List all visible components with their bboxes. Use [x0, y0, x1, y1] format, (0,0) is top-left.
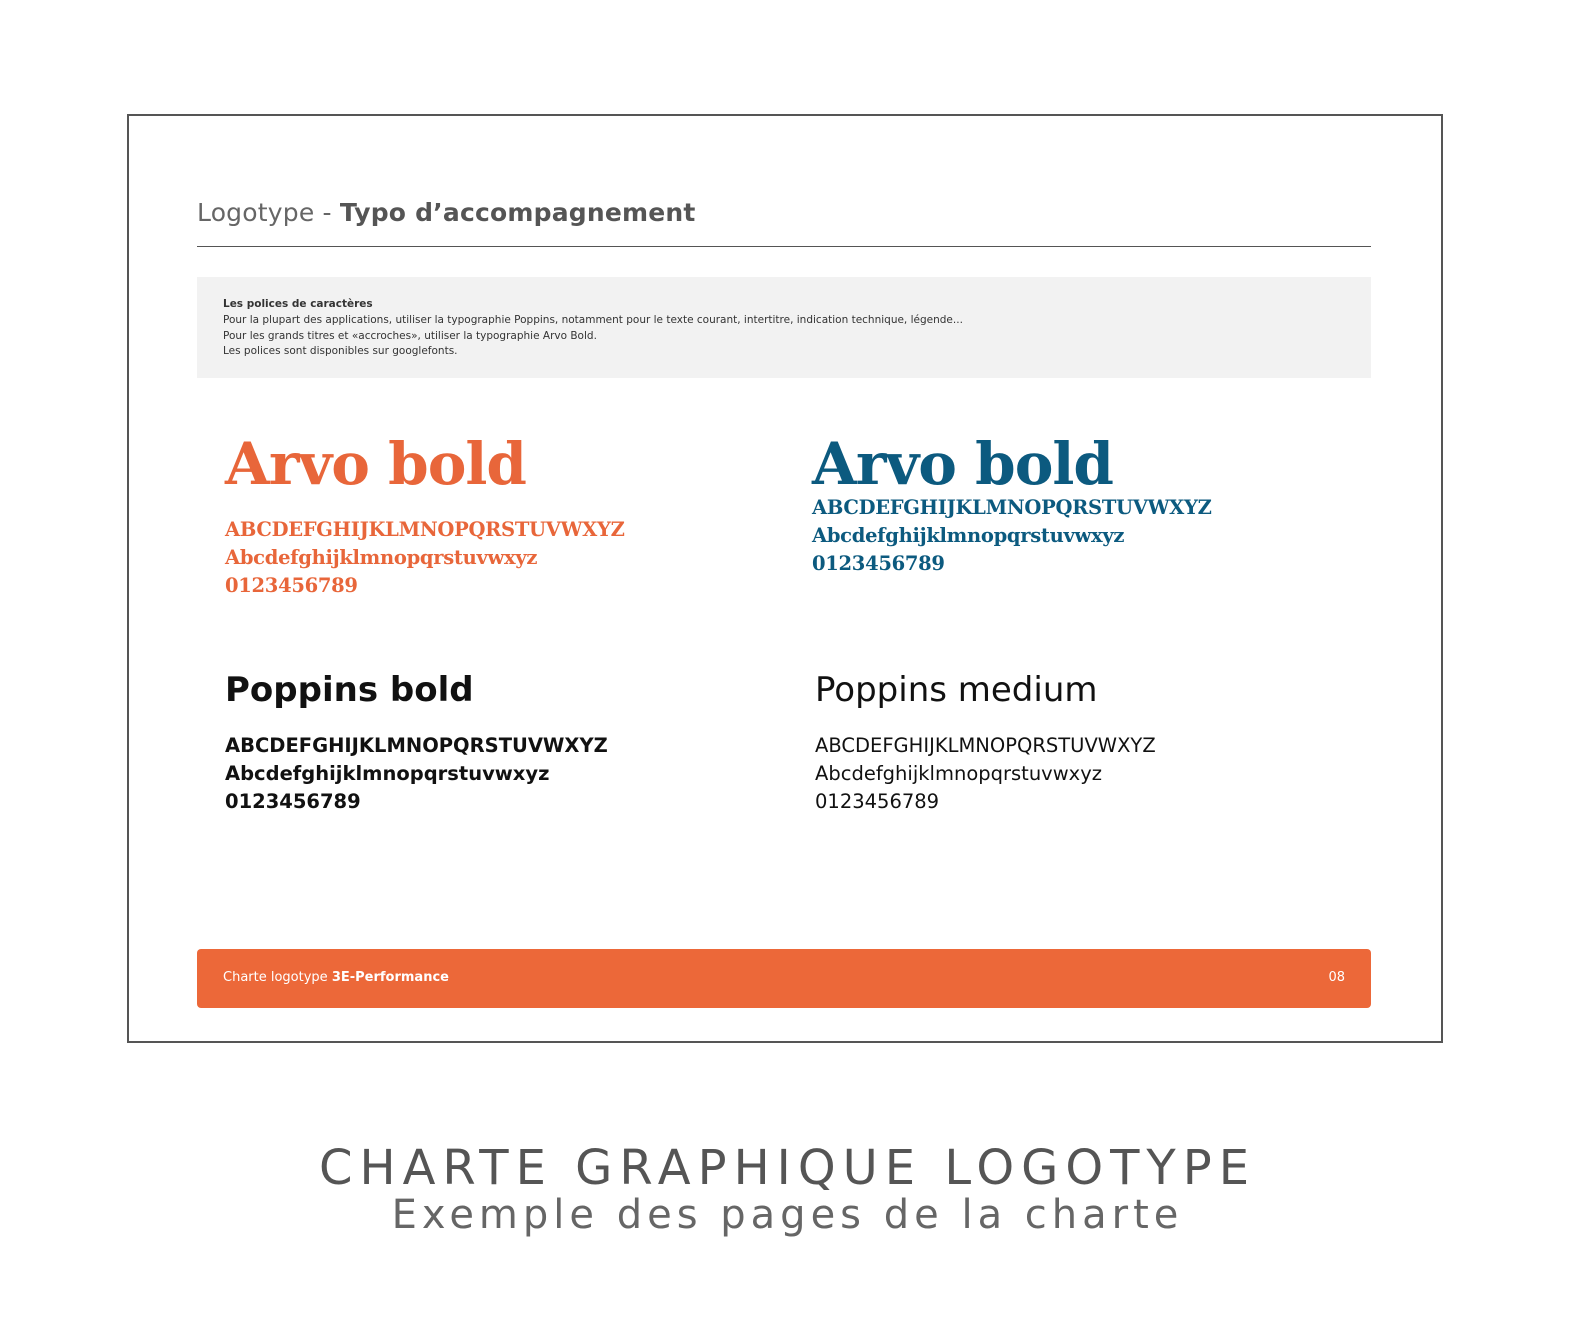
specimen-uppercase: ABCDEFGHIJKLMNOPQRSTUVWXYZ	[225, 518, 625, 541]
charter-page-content	[197, 116, 1371, 1041]
specimen-digits: 0123456789	[815, 790, 940, 813]
page-title	[197, 198, 696, 227]
info-heading: Les polices de caractères	[223, 298, 373, 310]
specimen-uppercase: ABCDEFGHIJKLMNOPQRSTUVWXYZ	[812, 496, 1212, 519]
specimen-digits: 0123456789	[812, 552, 945, 575]
page-title-section: Logotype -	[197, 198, 340, 227]
specimen-lowercase: Abcdefghijklmnopqrstuvwxyz	[225, 546, 538, 569]
caption-subtitle: Exemple des pages de la charte	[391, 1192, 1184, 1238]
specimen-lowercase: Abcdefghijklmnopqrstuvwxyz	[812, 524, 1125, 547]
fonts-info-box	[197, 277, 1371, 378]
specimen-arvo-orange	[225, 430, 625, 600]
specimen-arvo-blue	[812, 430, 1212, 578]
info-line: Les polices sont disponibles sur googlefonts.	[223, 345, 458, 358]
specimen-name: Arvo bold	[812, 430, 1113, 498]
specimen-name: Poppins medium	[815, 670, 1098, 710]
specimen-name: Arvo bold	[225, 430, 526, 498]
specimen-name: Poppins bold	[225, 670, 474, 710]
page-title-topic: Typo d’accompagnement	[339, 198, 696, 227]
footer-label	[223, 970, 449, 985]
footer-brand: 3E-Performance	[331, 970, 449, 985]
footer-label-text: Charte logotype	[223, 970, 332, 985]
page-number: 08	[1328, 970, 1345, 985]
specimen-poppins-bold	[225, 670, 608, 816]
caption-title: CHARTE GRAPHIQUE LOGOTYPE	[318, 1140, 1257, 1196]
info-line: Pour les grands titres et «accroches», utiliser la typographie Arvo Bold.	[223, 329, 597, 342]
specimen-uppercase: ABCDEFGHIJKLMNOPQRSTUVWXYZ	[815, 734, 1156, 757]
specimen-lowercase: Abcdefghijklmnopqrstuvwxyz	[815, 762, 1102, 785]
specimen-poppins-medium	[815, 670, 1156, 816]
title-divider	[197, 246, 1371, 247]
specimen-digits: 0123456789	[225, 790, 361, 813]
specimen-digits: 0123456789	[225, 574, 358, 597]
page-footer	[197, 949, 1371, 1008]
info-line: Pour la plupart des applications, utiliser la typographie Poppins, notamment pour le texte courant, intertitre, indication technique, légende...	[223, 313, 963, 326]
specimen-lowercase: Abcdefghijklmnopqrstuvwxyz	[225, 762, 550, 785]
specimen-uppercase: ABCDEFGHIJKLMNOPQRSTUVWXYZ	[225, 734, 608, 757]
charter-page	[127, 114, 1443, 1043]
